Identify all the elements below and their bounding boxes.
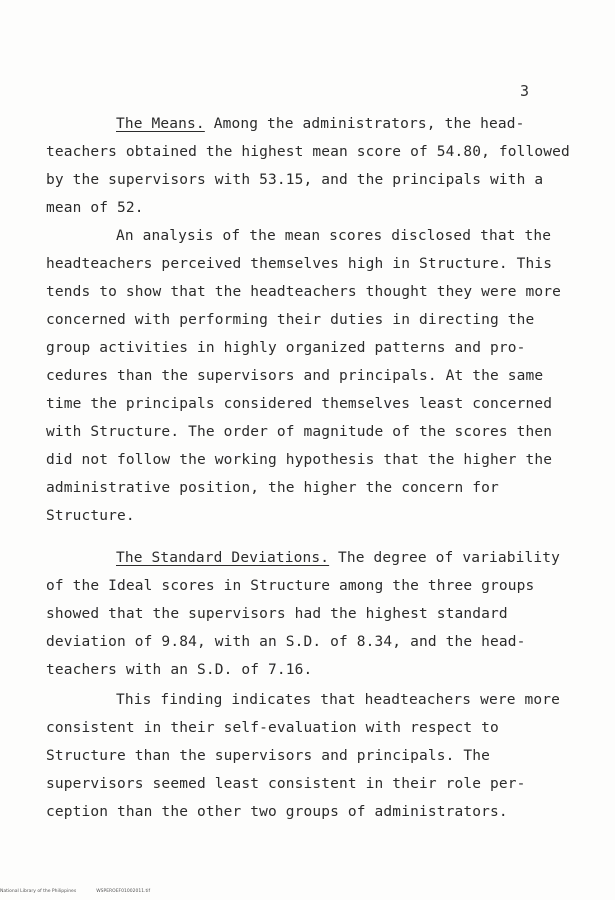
text-line: ception than the other two groups of administrators.: [46, 804, 508, 820]
text-line: consistent in their self-evaluation with respect to: [46, 720, 499, 736]
text-line: headteachers perceived themselves high in Structure. This: [46, 256, 553, 272]
footer-code: WSPEROEF01002011.tif: [96, 889, 151, 894]
text-line: of the Ideal scores in Structure among the three groups: [46, 578, 535, 594]
scan-footer: [0, 889, 150, 894]
text-line: Structure.: [46, 508, 135, 524]
text-line: did not follow the working hypothesis that the higher the: [46, 452, 553, 468]
text-line-segment: Among the administrators, the head-: [204, 116, 525, 132]
text-line: deviation of 9.84, with an S.D. of 8.34, and the head-: [46, 634, 526, 650]
text-line: [116, 114, 524, 134]
text-line: [116, 548, 560, 568]
section-heading-means: The Means.: [116, 116, 205, 132]
text-line: mean of 52.: [46, 200, 144, 216]
text-line: supervisors seemed least consistent in their role per-: [46, 776, 526, 792]
text-line: time the principals considered themselves least concerned: [46, 396, 553, 412]
text-line: tends to show that the headteachers thought they were more: [46, 284, 562, 300]
text-line: concerned with performing their duties in directing the: [46, 312, 535, 328]
text-line: This finding indicates that headteachers were more: [116, 692, 560, 708]
text-line: teachers with an S.D. of 7.16.: [46, 662, 313, 678]
text-line: showed that the supervisors had the highest standard: [46, 606, 508, 622]
text-line: administrative position, the higher the concern for: [46, 480, 499, 496]
text-line-segment: The degree of variability: [329, 550, 560, 566]
footer-library: National Library of the Philippines: [0, 889, 77, 894]
text-line: Structure than the supervisors and principals. The: [46, 748, 490, 764]
page-number: 3: [520, 82, 530, 100]
text-line: cedures than the supervisors and principals. At the same: [46, 368, 544, 384]
text-line: group activities in highly organized patterns and pro-: [46, 340, 526, 356]
text-line: teachers obtained the highest mean score of 54.80, followed: [46, 144, 570, 160]
text-line: An analysis of the mean scores disclosed that the: [116, 228, 552, 244]
text-line: by the supervisors with 53.15, and the principals with a: [46, 172, 544, 188]
section-heading-standard-deviations: The Standard Deviations.: [116, 550, 330, 566]
text-line: with Structure. The order of magnitude of the scores then: [46, 424, 553, 440]
